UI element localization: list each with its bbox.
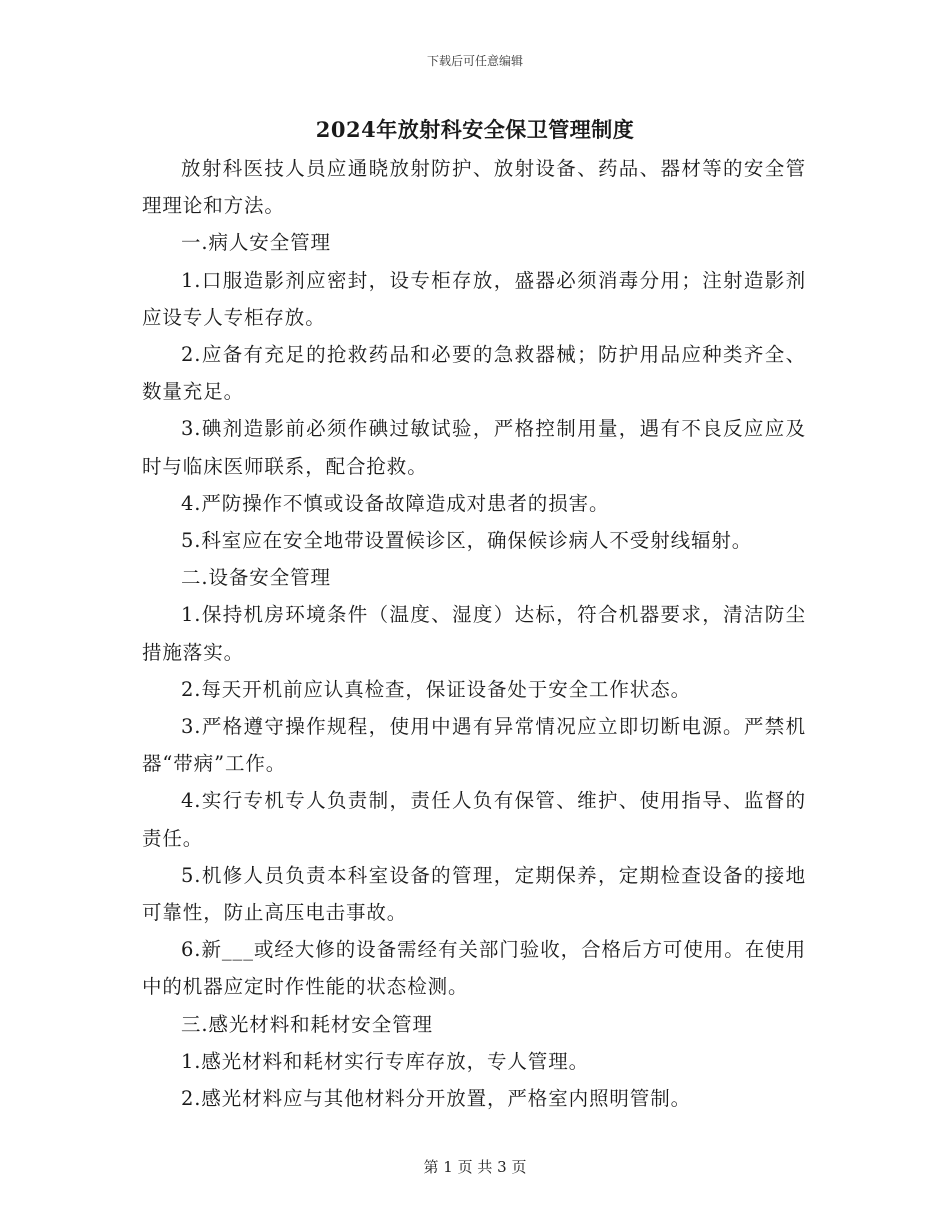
paragraph: 1.口服造影剂应密封，设专柜存放，盛器必须消毒分用；注射造影剂应设专人专柜存放。	[142, 268, 806, 329]
header-note: 下载后可任意编辑	[426, 54, 523, 68]
paragraph: 4.严防操作不慎或设备故障造成对患者的损害。	[181, 491, 610, 515]
paragraph: 6.新___或经大修的设备需经有关部门验收，合格后方可使用。在使用中的机器应定时作性能的状态检测。	[142, 938, 806, 999]
intro-paragraph: 放射科医技人员应通晓放射防护、放射设备、药品、器材等的安全管理理论和方法。	[142, 157, 806, 218]
document-body	[142, 150, 806, 1117]
paragraph: 1.保持机房环境条件（温度、湿度）达标，符合机器要求，清洁防尘措施落实。	[142, 603, 806, 664]
paragraph: 2.应备有充足的抢救药品和必要的急救器械；防护用品应种类齐全、数量充足。	[142, 343, 806, 404]
paragraph: 2.每天开机前应认真检查，保证设备处于安全工作状态。	[181, 677, 692, 701]
section-heading-patient-safety: 一.病人安全管理	[181, 231, 331, 255]
paragraph: 1.感光材料和耗材实行专库存放，专人管理。	[181, 1049, 590, 1073]
paragraph: 4.实行专机专人负责制，责任人负有保管、维护、使用指导、监督的责任。	[142, 789, 806, 850]
paragraph: 2.感光材料应与其他材料分开放置，严格室内照明管制。	[181, 1087, 692, 1111]
page-number-footer: 第 1 页 共 3 页	[423, 1158, 527, 1176]
paragraph: 3.严格遵守操作规程，使用中遇有异常情况应立即切断电源。严禁机器“带病”工作。	[142, 715, 806, 776]
document-title: 2024年放射科安全保卫管理制度	[315, 117, 635, 142]
paragraph: 5.科室应在安全地带设置候诊区，确保候诊病人不受射线辐射。	[181, 529, 753, 553]
section-heading-materials-safety: 三.感光材料和耗材安全管理	[181, 1012, 433, 1036]
paragraph: 3.碘剂造影前必须作碘过敏试验，严格控制用量，遇有不良反应应及时与临床医师联系，配合抢救。	[142, 417, 806, 478]
paragraph: 5.机修人员负责本科室设备的管理，定期保养，定期检查设备的接地可靠性，防止高压电击事故。	[142, 863, 806, 925]
section-heading-equipment-safety: 二.设备安全管理	[181, 566, 331, 590]
